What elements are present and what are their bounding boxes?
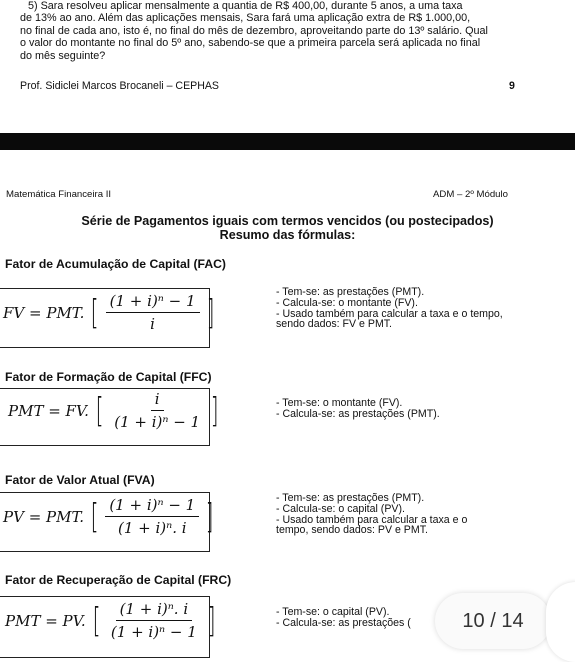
denominator: i: [150, 315, 155, 333]
description-line: - Calcula-se: o capital (PV).: [276, 502, 405, 515]
close-bracket: ]: [205, 496, 214, 537]
open-bracket: [: [91, 292, 99, 333]
denominator: (1 + i)ⁿ − 1: [114, 413, 201, 431]
section-heading-ffc: Fator de Formação de Capital (FFC): [5, 370, 212, 384]
page-separator: [0, 133, 575, 150]
exercise-text: [20, 0, 568, 62]
formula-frc: [5, 600, 218, 641]
formula-fva: [3, 496, 216, 537]
description-frc: [276, 607, 411, 629]
page-counter-badge: 10 / 14: [435, 593, 551, 649]
open-bracket: [: [92, 600, 101, 641]
exercise-line: do mês seguinte?: [20, 49, 106, 62]
formula-fac: [3, 292, 217, 333]
formula-lhs: PMT = FV.: [8, 401, 89, 420]
denominator: (1 + i)ⁿ. i: [117, 519, 187, 537]
description-line: tempo, sendo dados: PV e PMT.: [276, 524, 428, 537]
subtitle-line: Resumo das fórmulas:: [219, 228, 356, 242]
fraction: [107, 600, 201, 641]
author-footer: Prof. Sidiclei Marcos Brocaneli – CEPHAS: [20, 80, 220, 92]
section-heading-frc: Fator de Recuperação de Capital (FRC): [5, 573, 232, 587]
denominator: (1 + i)ⁿ − 1: [110, 623, 197, 641]
description-line: - Tem-se: as prestações (PMT).: [276, 286, 425, 298]
numerator: i: [151, 390, 164, 411]
formula-ffc: [8, 390, 221, 431]
next-page-button[interactable]: [546, 582, 575, 662]
description-line: - Calcula-se: as prestações (PMT).: [276, 407, 440, 420]
section-heading-fva: Fator de Valor Atual (FVA): [5, 473, 155, 487]
description-line: - Usado também para calcular a taxa e o tempo,: [276, 307, 503, 320]
formula-lhs: PMT = PV.: [5, 611, 86, 630]
description-line: - Usado também para calcular a taxa e o: [276, 513, 468, 526]
description-line: - Calcula-se: as prestações (: [276, 616, 411, 629]
description-line: - Tem-se: as prestações (PMT).: [276, 492, 425, 504]
description-line: - Tem-se: o montante (FV).: [276, 397, 403, 409]
fraction: [110, 390, 204, 431]
description-fva: [276, 493, 467, 536]
numerator: (1 + i)ⁿ − 1: [106, 292, 200, 313]
description-fac: [276, 287, 503, 330]
exercise-line: de 13% ao ano. Além das aplicações mensais, Sara fará uma aplicação extra de R$ 1.000,00,: [20, 12, 471, 25]
subject-header: Matemática Financeira II: [6, 189, 112, 200]
exercise-line: no final de cada ano, isto é, no final do mês de dezembro, aproveitando parte do 13º salário. Qual: [20, 24, 488, 37]
close-bracket: ]: [207, 600, 216, 641]
formula-lhs: FV = PMT.: [3, 303, 85, 322]
open-bracket: [: [90, 496, 99, 537]
page-number: 9: [509, 80, 515, 92]
fraction: [106, 292, 200, 333]
page-title: [0, 214, 575, 242]
numerator: (1 + i)ⁿ. i: [116, 600, 193, 621]
fraction: [105, 496, 199, 537]
close-bracket: ]: [206, 292, 215, 333]
title-line: Série de Pagamentos iguais com termos vencidos (ou postecipados): [81, 214, 494, 228]
description-line: sendo dados: FV e PMT.: [276, 318, 393, 331]
exercise-line: o valor do montante no final do 5º ano, sabendo-se que a primeira parcela será aplicada no final: [20, 37, 481, 50]
close-bracket: ]: [210, 390, 219, 431]
numerator: (1 + i)ⁿ − 1: [105, 496, 199, 517]
section-heading-fac: Fator de Acumulação de Capital (FAC): [5, 257, 226, 271]
module-header: ADM – 2º Módulo: [433, 189, 508, 200]
description-ffc: [276, 398, 440, 420]
formula-lhs: PV = PMT.: [3, 507, 85, 526]
exercise-line: 5) Sara resolveu aplicar mensalmente a quantia de R$ 400,00, durante 5 anos, a uma taxa: [28, 0, 463, 12]
open-bracket: [: [95, 390, 104, 431]
description-line: - Calcula-se: o montante (FV).: [276, 296, 418, 309]
description-line: - Tem-se: o capital (PV).: [276, 606, 390, 618]
